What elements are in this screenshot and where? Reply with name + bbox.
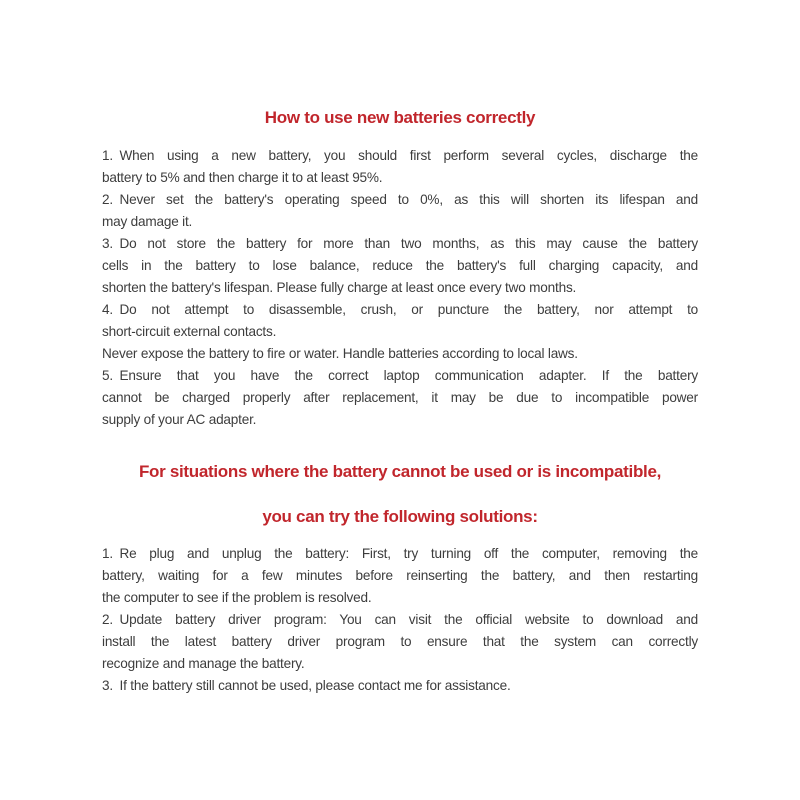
text-line: cannot be charged properly after replacement, it may be due to incompatible power bbox=[102, 390, 698, 405]
section2-title-line2: you can try the following solutions: bbox=[262, 507, 538, 526]
text-line: the computer to see if the problem is resolved. bbox=[102, 590, 372, 605]
text-line: recognize and manage the battery. bbox=[102, 656, 305, 671]
section1-body bbox=[102, 145, 698, 431]
text-line: 1. When using a new battery, you should first perform several cycles, discharge the bbox=[102, 148, 698, 163]
text-line: 3. If the battery still cannot be used, please contact me for assistance. bbox=[102, 678, 511, 693]
text-line: install the latest battery driver program to ensure that the system can correctly bbox=[102, 634, 698, 649]
text-line: shorten the battery's lifespan. Please fully charge at least once every two months. bbox=[102, 280, 577, 295]
text-line: 1. Re plug and unplug the battery: First, try turning off the computer, removing the bbox=[102, 546, 698, 561]
text-line: may damage it. bbox=[102, 214, 193, 229]
text-line: battery to 5% and then charge it to at least 95%. bbox=[102, 170, 383, 185]
section2-body bbox=[102, 543, 698, 697]
text-line: supply of your AC adapter. bbox=[102, 412, 257, 427]
text-line: short-circuit external contacts. bbox=[102, 324, 277, 339]
text-line: 5. Ensure that you have the correct laptop communication adapter. If the battery bbox=[102, 368, 698, 383]
text-line: 2. Never set the battery's operating speed to 0%, as this will shorten its lifespan and bbox=[102, 192, 698, 207]
text-line: battery, waiting for a few minutes before reinserting the battery, and then restarting bbox=[102, 568, 698, 583]
text-line: 3. Do not store the battery for more than two months, as this may cause the battery bbox=[102, 236, 698, 251]
text-line: cells in the battery to lose balance, reduce the battery's full charging capacity, and bbox=[102, 258, 698, 273]
section2-title-line1: For situations where the battery cannot be used or is incompatible, bbox=[138, 462, 662, 481]
section1-title: How to use new batteries correctly bbox=[264, 108, 536, 127]
text-line: Never expose the battery to fire or water. Handle batteries according to local laws. bbox=[102, 346, 578, 361]
content-column bbox=[102, 107, 698, 697]
text-line: 4. Do not attempt to disassemble, crush, or puncture the battery, nor attempt to bbox=[102, 302, 698, 317]
text-line: 2. Update battery driver program: You can visit the official website to download and bbox=[102, 612, 698, 627]
